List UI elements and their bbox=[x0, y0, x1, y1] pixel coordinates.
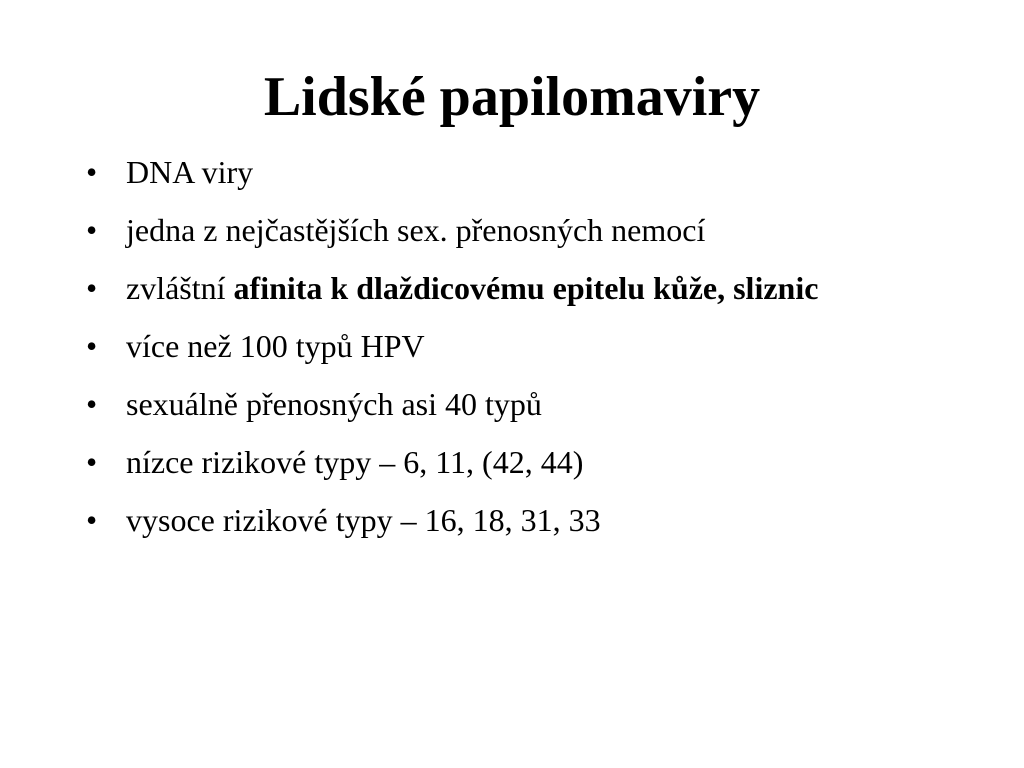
bullet-item-sexualne-prenosnych bbox=[80, 382, 900, 426]
bullet-text: DNA viry bbox=[126, 154, 254, 190]
bullet-icon: • bbox=[86, 212, 98, 248]
bullet-text: jedna z nejčastějších sex. přenosných nemocí bbox=[126, 212, 706, 248]
bullet-item-afinita bbox=[80, 266, 900, 310]
bullet-bold-text: afinita k dlaždicovému epitelu kůže, sliznic bbox=[233, 270, 819, 306]
bullet-icon: • bbox=[86, 328, 98, 364]
bullet-item-nizce-rizikove bbox=[80, 440, 900, 484]
bullet-text: více než 100 typů HPV bbox=[126, 328, 425, 364]
bullet-text: sexuálně přenosných asi 40 typů bbox=[126, 386, 542, 422]
bullet-icon: • bbox=[86, 386, 98, 422]
bullet-text: zvláštní bbox=[126, 270, 234, 306]
bullet-item-std bbox=[80, 208, 900, 252]
bullet-icon: • bbox=[86, 270, 98, 306]
slide-title: Lidské papilomaviry bbox=[263, 66, 761, 128]
bullet-icon: • bbox=[86, 444, 98, 480]
bullet-text: nízce rizikové typy – 6, 11, (42, 44) bbox=[126, 444, 584, 480]
bullet-item-vysoce-rizikove bbox=[80, 498, 900, 542]
bullet-text: vysoce rizikové typy – 16, 18, 31, 33 bbox=[126, 502, 601, 538]
bullet-list bbox=[80, 150, 900, 556]
bullet-icon: • bbox=[86, 154, 98, 190]
bullet-item-typy-hpv bbox=[80, 324, 900, 368]
bullet-icon: • bbox=[86, 502, 98, 538]
bullet-item-dna-viry bbox=[80, 150, 900, 194]
